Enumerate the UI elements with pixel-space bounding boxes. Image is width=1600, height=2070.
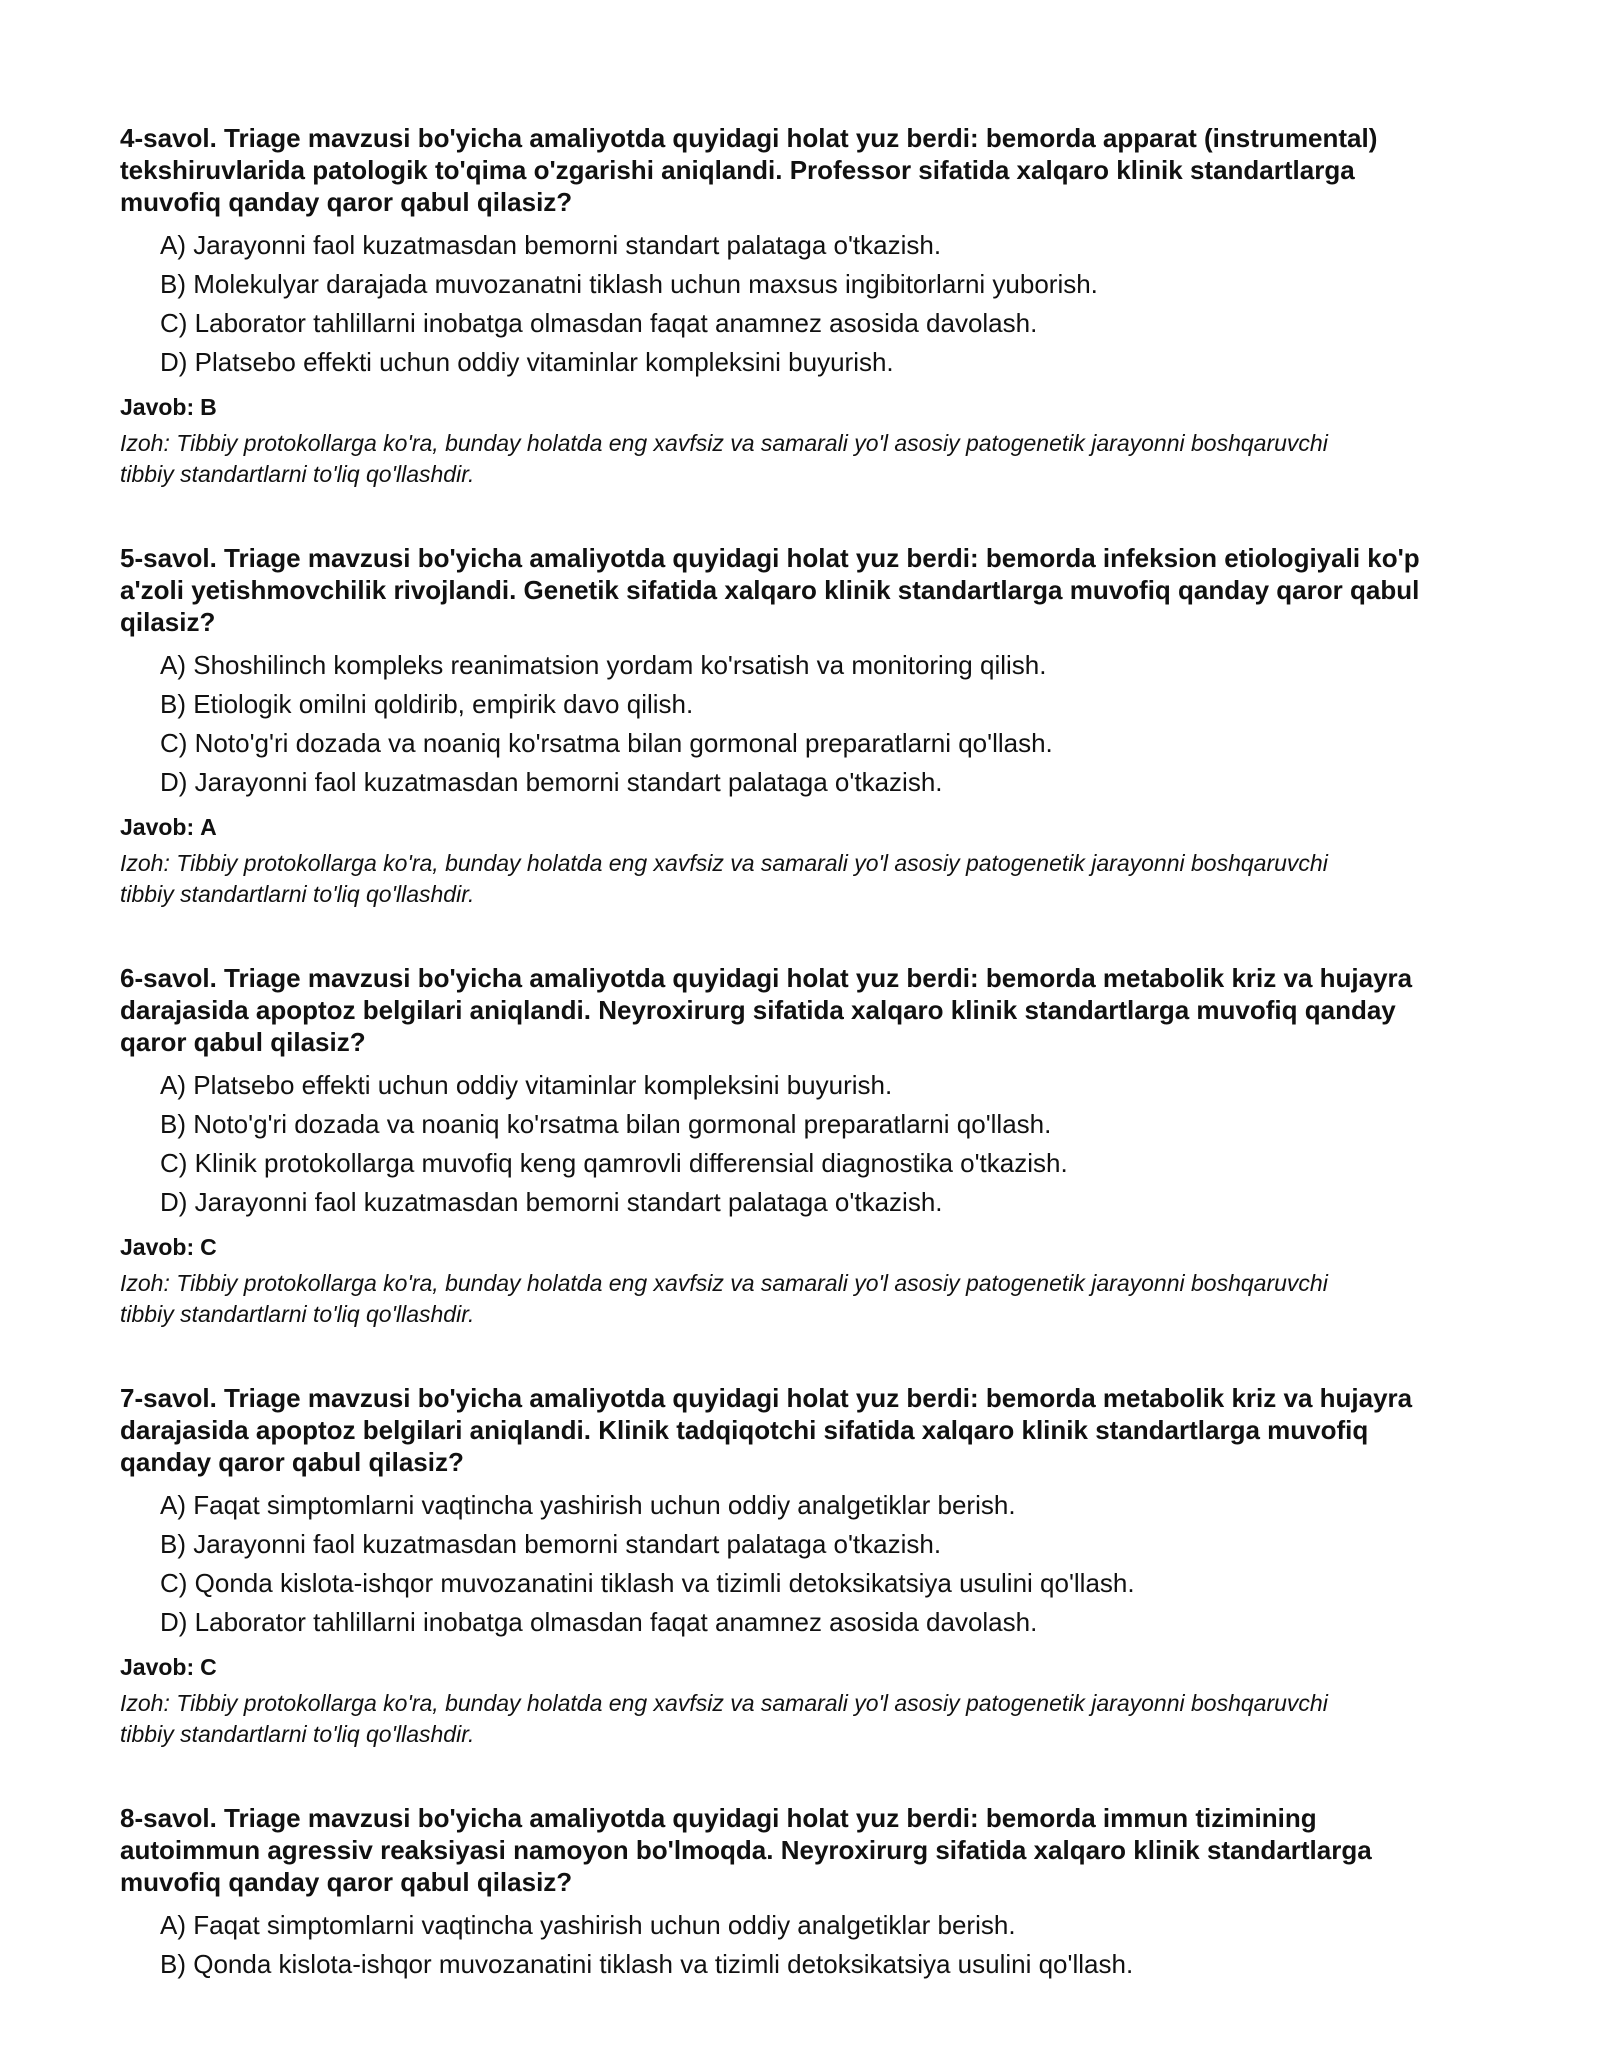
document-page <box>120 122 1460 2036</box>
options-list <box>120 1066 1460 1222</box>
option-b: B) Jarayonni faol kuzatmasdan bemorni standart palataga o'tkazish. <box>160 1529 942 1559</box>
options-list <box>120 1906 1460 1984</box>
option-a: A) Jarayonni faol kuzatmasdan bemorni standart palataga o'tkazish. <box>160 230 942 260</box>
explanation: Izoh: Tibbiy protokollarga ko'ra, bunday holatda eng xavfsiz va samarali yo'l asosiy patogenetik jarayonni boshqaruvchi tibbiy standartlarni to'liq qo'llashdir. <box>120 430 1328 487</box>
question-text: 8-savol. Triage mavzusi bo'yicha amaliyotda quyidagi holat yuz berdi: bemorda immun tizimining autoimmun agressiv reaksiyasi namoyon bo'lmoqda. Neyroxirurg sifatida xalqaro klinik standartlarga muvofiq qanday qaror qabul qilasiz? <box>120 1803 1372 1897</box>
answer-line <box>120 1652 1460 1682</box>
option-c: C) Noto'g'ri dozada va noaniq ko'rsatma bilan gormonal preparatlarni qo'llash. <box>160 728 1053 758</box>
question-block <box>120 962 1460 1330</box>
options-list <box>120 1486 1460 1642</box>
question-text: 4-savol. Triage mavzusi bo'yicha amaliyotda quyidagi holat yuz berdi: bemorda apparat (instrumental) tekshiruvlarida patologik to'qima o'zgarishi aniqlandi. Professor sifatida xalqaro klinik standartlarga muvofiq qanday qaror qabul qilasiz? <box>120 123 1378 217</box>
option-c: C) Laborator tahlillarni inobatga olmasdan faqat anamnez asosida davolash. <box>160 308 1038 338</box>
option-a: A) Faqat simptomlarni vaqtincha yashirish uchun oddiy analgetiklar berish. <box>160 1910 1016 1940</box>
option-a: A) Platsebo effekti uchun oddiy vitaminlar kompleksini buyurish. <box>160 1070 893 1100</box>
answer-label: Javob: <box>120 394 195 420</box>
options-list <box>120 226 1460 382</box>
question-block <box>120 1382 1460 1750</box>
explanation: Izoh: Tibbiy protokollarga ko'ra, bunday holatda eng xavfsiz va samarali yo'l asosiy patogenetik jarayonni boshqaruvchi tibbiy standartlarni to'liq qo'llashdir. <box>120 850 1328 907</box>
answer-label: Javob: <box>120 1654 195 1680</box>
answer-value: C <box>200 1234 217 1260</box>
option-c: C) Qonda kislota-ishqor muvozanatini tiklash va tizimli detoksikatsiya usulini qo'llash. <box>160 1568 1135 1598</box>
option-b: B) Noto'g'ri dozada va noaniq ko'rsatma bilan gormonal preparatlarni qo'llash. <box>160 1109 1052 1139</box>
option-b: B) Molekulyar darajada muvozanatni tiklash uchun maxsus ingibitorlarni yuborish. <box>160 269 1098 299</box>
option-a: A) Shoshilinch kompleks reanimatsion yordam ko'rsatish va monitoring qilish. <box>160 650 1047 680</box>
question-block <box>120 122 1460 490</box>
option-a: A) Faqat simptomlarni vaqtincha yashirish uchun oddiy analgetiklar berish. <box>160 1490 1016 1520</box>
answer-line <box>120 392 1460 422</box>
answer-value: A <box>200 814 217 840</box>
question-text: 6-savol. Triage mavzusi bo'yicha amaliyotda quyidagi holat yuz berdi: bemorda metabolik kriz va hujayra darajasida apoptoz belgilari aniqlandi. Neyroxirurg sifatida xalqaro klinik standartlarga muvofiq qanday qaror qabul qilasiz? <box>120 963 1413 1057</box>
option-d: D) Platsebo effekti uchun oddiy vitaminlar kompleksini buyurish. <box>160 347 894 377</box>
answer-label: Javob: <box>120 814 195 840</box>
answer-line <box>120 812 1460 842</box>
answer-label: Javob: <box>120 1234 195 1260</box>
option-b: B) Qonda kislota-ishqor muvozanatini tiklash va tizimli detoksikatsiya usulini qo'llash. <box>160 1949 1134 1979</box>
option-c: C) Klinik protokollarga muvofiq keng qamrovli differensial diagnostika o'tkazish. <box>160 1148 1068 1178</box>
answer-line <box>120 1232 1460 1262</box>
options-list <box>120 646 1460 802</box>
explanation: Izoh: Tibbiy protokollarga ko'ra, bunday holatda eng xavfsiz va samarali yo'l asosiy patogenetik jarayonni boshqaruvchi tibbiy standartlarni to'liq qo'llashdir. <box>120 1690 1328 1747</box>
question-block <box>120 542 1460 910</box>
answer-value: B <box>200 394 217 420</box>
question-block <box>120 1802 1460 1984</box>
answer-value: C <box>200 1654 217 1680</box>
option-d: D) Laborator tahlillarni inobatga olmasdan faqat anamnez asosida davolash. <box>160 1607 1038 1637</box>
explanation: Izoh: Tibbiy protokollarga ko'ra, bunday holatda eng xavfsiz va samarali yo'l asosiy patogenetik jarayonni boshqaruvchi tibbiy standartlarni to'liq qo'llashdir. <box>120 1270 1328 1327</box>
question-text: 7-savol. Triage mavzusi bo'yicha amaliyotda quyidagi holat yuz berdi: bemorda metabolik kriz va hujayra darajasida apoptoz belgilari aniqlandi. Klinik tadqiqotchi sifatida xalqaro klinik standartlarga muvofiq qanday qaror qabul qilasiz? <box>120 1383 1413 1477</box>
option-d: D) Jarayonni faol kuzatmasdan bemorni standart palataga o'tkazish. <box>160 767 943 797</box>
option-b: B) Etiologik omilni qoldirib, empirik davo qilish. <box>160 689 694 719</box>
option-d: D) Jarayonni faol kuzatmasdan bemorni standart palataga o'tkazish. <box>160 1187 943 1217</box>
question-text: 5-savol. Triage mavzusi bo'yicha amaliyotda quyidagi holat yuz berdi: bemorda infeksion etiologiyali ko'p a'zoli yetishmovchilik rivojlandi. Genetik sifatida xalqaro klinik standartlarga muvofiq qanday qaror qabul qilasiz? <box>120 543 1420 637</box>
